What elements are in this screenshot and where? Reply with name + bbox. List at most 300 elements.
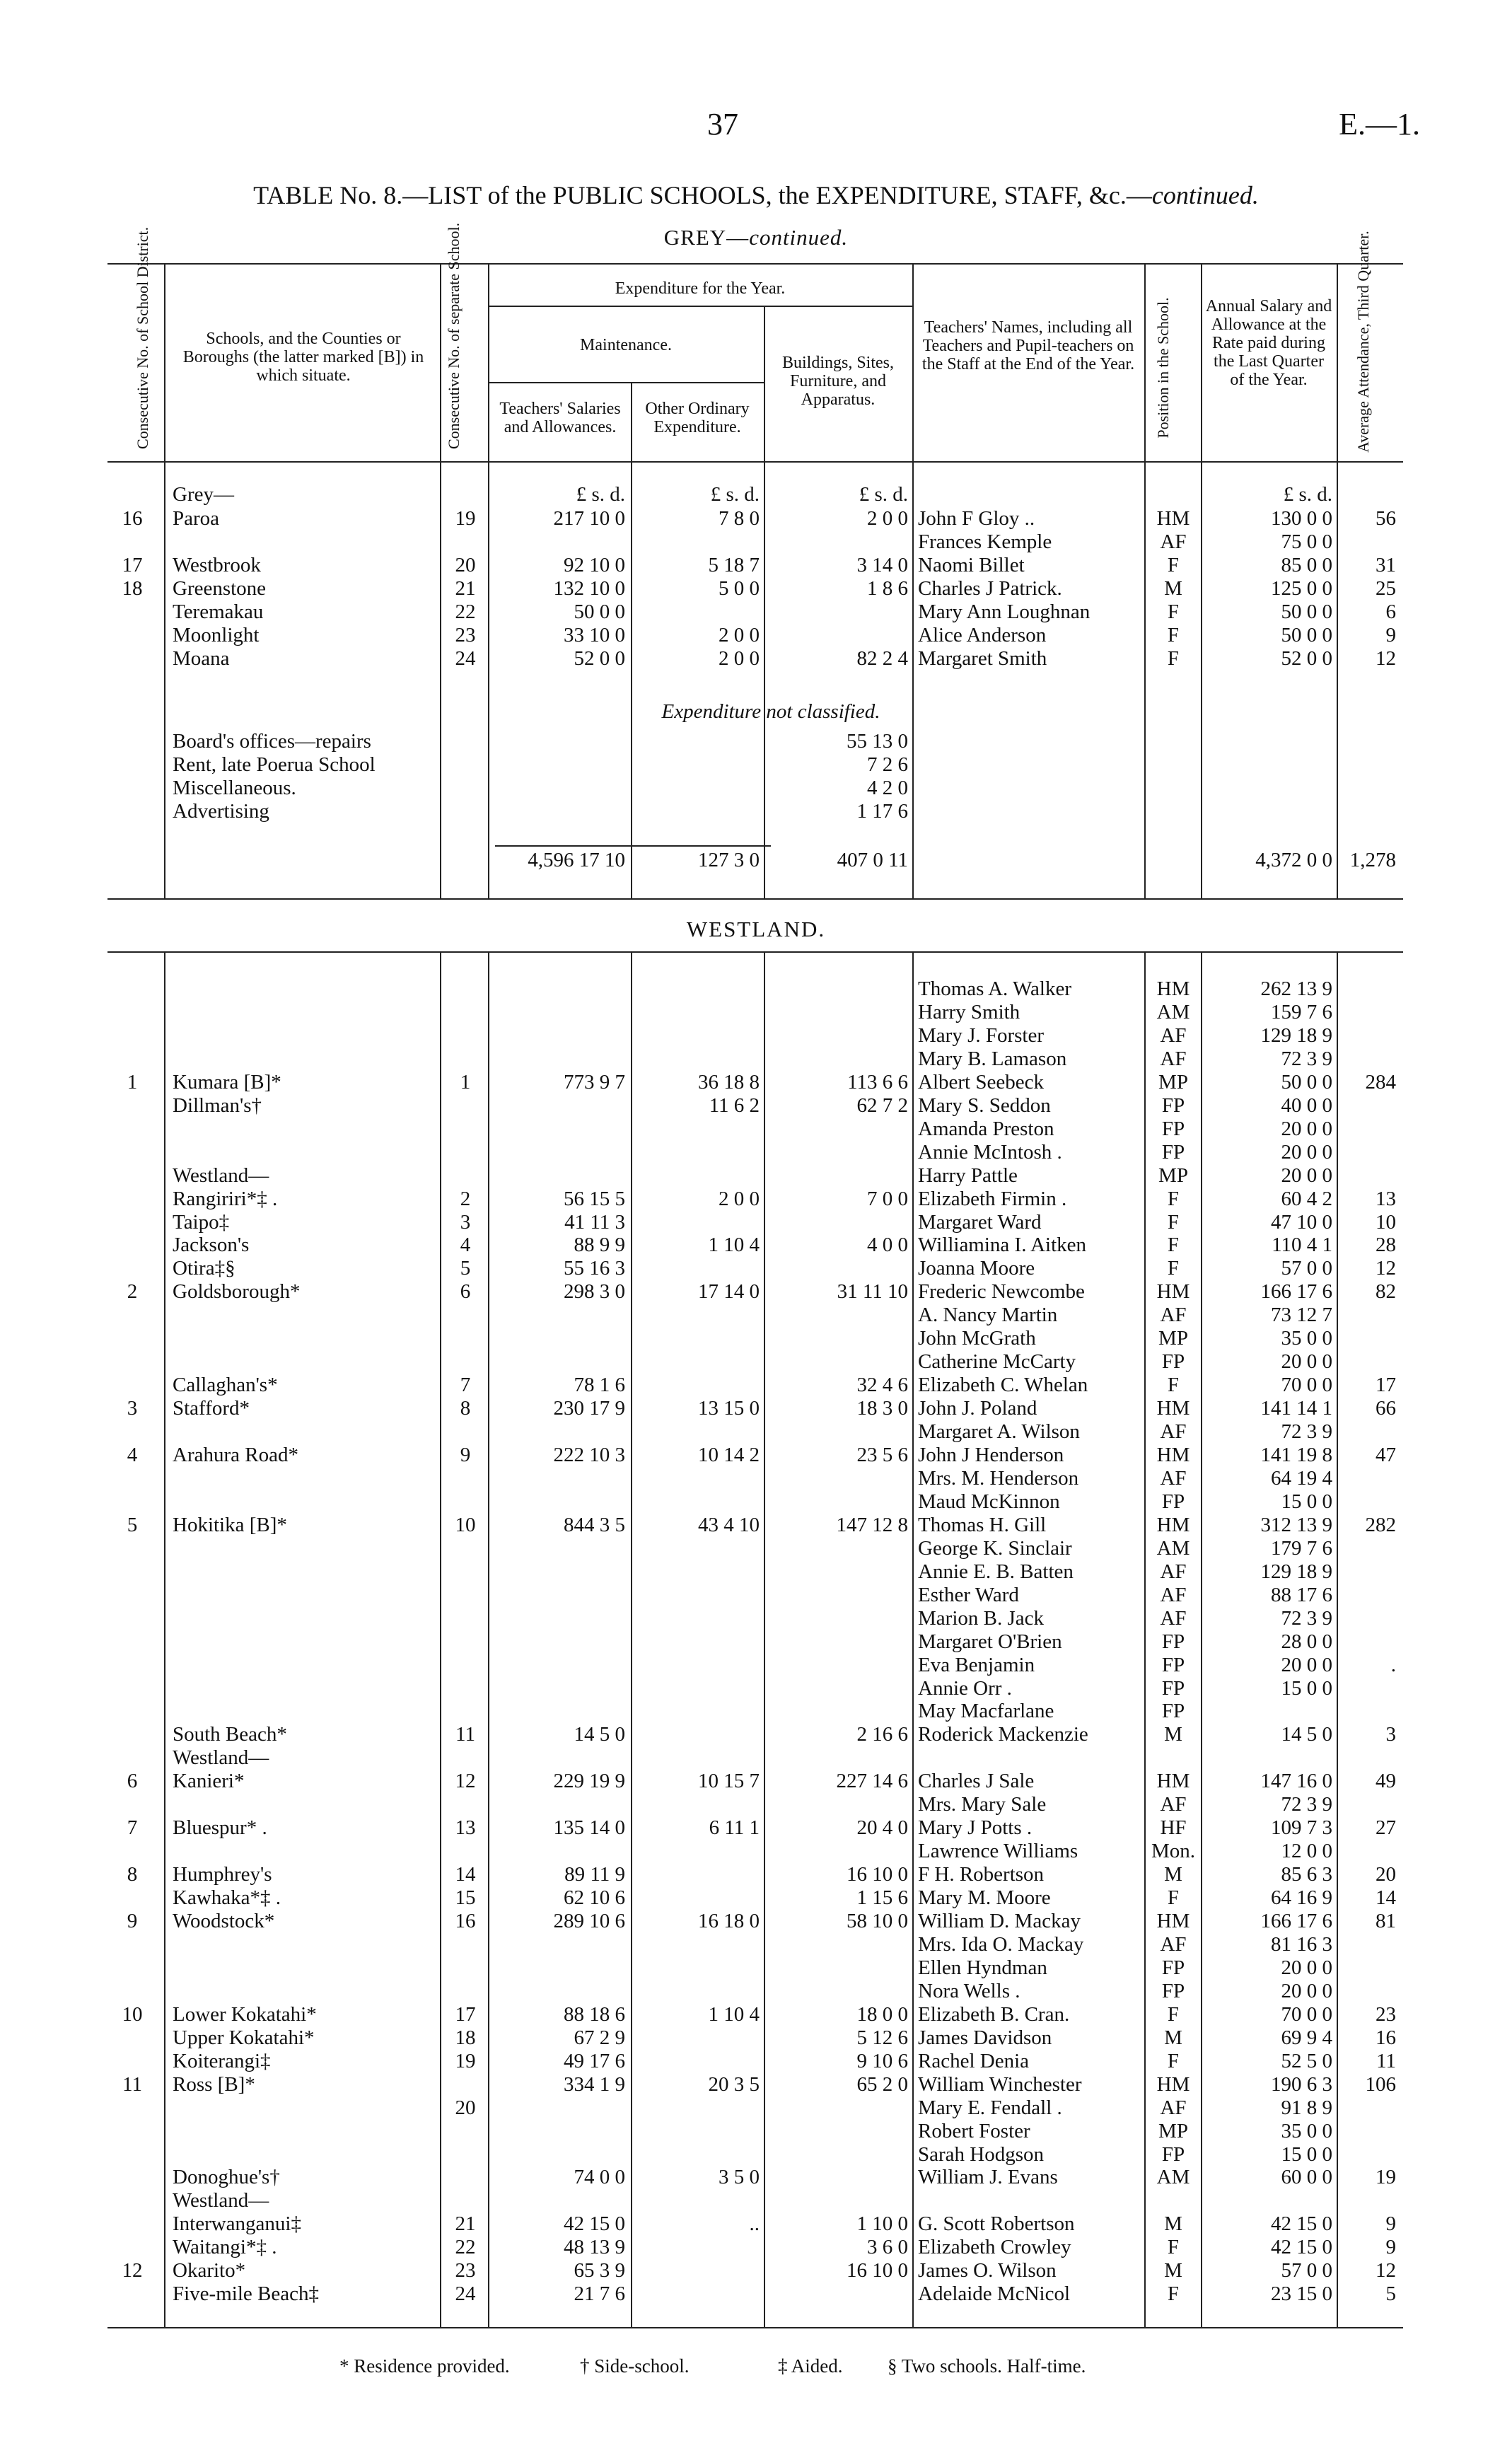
cell-pos: AF: [1160, 2096, 1187, 2119]
cell-sal: 50 0 0: [574, 601, 625, 623]
cell-dist: 18: [122, 577, 143, 600]
cell-pay: 312 13 9: [1260, 1514, 1332, 1536]
cell-pos: F: [1167, 2282, 1180, 2305]
cell-bld: 113 6 6: [847, 1071, 908, 1094]
teacher-name: Albert Seebeck: [918, 1071, 1044, 1094]
teacher-name: John F Gloy ..: [918, 507, 1035, 530]
cell-sal: 48 13 9: [564, 2236, 625, 2258]
cell-bld: 9 10 6: [856, 2050, 908, 2072]
teacher-name: Mary M. Moore: [918, 1886, 1051, 1909]
cell-no: 20: [455, 554, 476, 576]
cell-att: 12: [1376, 647, 1396, 670]
cell-pay: 85 6 3: [1281, 1863, 1332, 1886]
page-number: 37: [707, 107, 738, 141]
col-header-expenditure: Expenditure for the Year.: [615, 279, 786, 298]
cell-sal: 289 10 6: [553, 1910, 625, 1932]
cell-bld: 1 17 6: [856, 800, 908, 823]
cell-no: 11: [455, 1723, 475, 1746]
cell-pos: AF: [1160, 1420, 1187, 1443]
cell-no: 19: [455, 2050, 476, 2072]
cell-bld: 55 13 0: [847, 730, 908, 753]
col-header-teachers-salaries: Teachers' Salaries and Allowances.: [499, 400, 621, 436]
teacher-name: A. Nancy Martin: [918, 1304, 1058, 1326]
teacher-name: James O. Wilson: [918, 2259, 1057, 2282]
cell-no: 22: [455, 2236, 476, 2258]
cell-oth: 2 0 0: [719, 1188, 760, 1210]
teacher-name: Annie Orr .: [918, 1677, 1012, 1700]
school-name: Westland—: [173, 2189, 269, 2212]
teacher-name: Charles J Patrick.: [918, 577, 1062, 600]
cell-pay: 20 0 0: [1281, 1164, 1332, 1187]
cell-no: 14: [455, 1863, 476, 1886]
cell-pay: 60 4 2: [1281, 1188, 1332, 1210]
cell-pay: 47 10 0: [1271, 1211, 1332, 1234]
teacher-name: Joanna Moore: [918, 1257, 1035, 1280]
cell-no: 19: [455, 507, 476, 530]
cell-no: 12: [455, 1770, 476, 1792]
teacher-name: Annie McIntosh .: [918, 1141, 1062, 1164]
total-pay: 4,372 0 0: [1255, 849, 1332, 871]
cell-pay: 129 18 9: [1260, 1024, 1332, 1047]
school-name: Taipo‡: [173, 1211, 230, 1234]
teacher-name: Margaret O'Brien: [918, 1630, 1062, 1653]
cell-pay: 88 17 6: [1271, 1584, 1332, 1606]
cell-bld: 7 2 6: [867, 753, 908, 776]
cell-no: 8: [460, 1397, 471, 1420]
total-bld: 407 0 11: [837, 849, 908, 871]
cell-bld: 4 0 0: [867, 1234, 908, 1256]
cell-pay: 15 0 0: [1281, 2143, 1332, 2166]
cell-oth: 10 14 2: [698, 1444, 760, 1466]
cell-att: 16: [1376, 2026, 1396, 2049]
page-code: E.—1.: [1339, 107, 1420, 141]
cell-no: 22: [455, 601, 476, 623]
teacher-name: Ellen Hyndman: [918, 1956, 1047, 1979]
cell-oth: 5 0 0: [719, 577, 760, 600]
cell-pay: 91 8 9: [1281, 2096, 1332, 2119]
school-name: Stafford*: [173, 1397, 250, 1420]
cell-pay: 35 0 0: [1281, 2120, 1332, 2142]
cell-pay: 72 3 9: [1281, 1420, 1332, 1443]
cell-pos: M: [1164, 2026, 1182, 2049]
cell-pos: FP: [1161, 1700, 1185, 1722]
teacher-name: Nora Wells .: [918, 1980, 1020, 2002]
cell-sal: 74 0 0: [574, 2166, 625, 2188]
teacher-name: Catherine McCarty: [918, 1350, 1076, 1373]
cell-pos: F: [1167, 601, 1180, 623]
teacher-name: Mary E. Fendall .: [918, 2096, 1062, 2119]
cell-pay: 109 7 3: [1271, 1816, 1332, 1839]
cell-att: 282: [1365, 1514, 1396, 1536]
teacher-name: Naomi Billet: [918, 554, 1025, 576]
school-name: Greenstone: [173, 577, 267, 600]
cell-pos: MP: [1158, 1164, 1188, 1187]
cell-pay: 70 0 0: [1281, 1374, 1332, 1396]
teacher-name: John McGrath: [918, 1327, 1036, 1350]
cell-pos: M: [1164, 1723, 1182, 1746]
cell-pos: M: [1164, 2259, 1182, 2282]
cell-att: 10: [1376, 1211, 1396, 1234]
teacher-name: William Winchester: [918, 2073, 1082, 2096]
cell-oth: 2 0 0: [719, 647, 760, 670]
cell-pay: 52 0 0: [1281, 647, 1332, 670]
cell-no: 2: [460, 1188, 471, 1210]
cell-pay: 64 19 4: [1271, 1467, 1332, 1490]
cell-att: .: [1390, 1654, 1396, 1676]
cell-bld: 3 6 0: [867, 2236, 908, 2258]
cell-att: 31: [1376, 554, 1396, 576]
cell-pos: HM: [1156, 1444, 1190, 1466]
cell-pay: 20 0 0: [1281, 1980, 1332, 2002]
cell-pos: M: [1164, 1863, 1182, 1886]
cell-pay: 72 3 9: [1281, 1607, 1332, 1630]
cell-pay: 72 3 9: [1281, 1048, 1332, 1070]
cell-oth: 7 8 0: [719, 507, 760, 530]
cell-pay: 42 15 0: [1271, 2212, 1332, 2235]
school-name: Upper Kokatahi*: [173, 2026, 315, 2049]
teacher-name: Frances Kemple: [918, 530, 1052, 553]
school-name: Okarito*: [173, 2259, 246, 2282]
cell-pos: FP: [1161, 1118, 1185, 1140]
col-header-other-expenditure: Other Ordinary Expenditure.: [645, 400, 750, 436]
school-name: Woodstock*: [173, 1910, 275, 1932]
cell-pay: 130 0 0: [1271, 507, 1332, 530]
teacher-name: Charles J Sale: [918, 1770, 1035, 1792]
cell-oth: 36 18 8: [698, 1071, 760, 1094]
cell-pay: 12 0 0: [1281, 1840, 1332, 1862]
cell-oth: 16 18 0: [698, 1910, 760, 1932]
cell-bld: 147 12 8: [836, 1514, 908, 1536]
teacher-name: Amanda Preston: [918, 1118, 1054, 1140]
cell-oth: ..: [749, 2212, 760, 2235]
cell-sal: 298 3 0: [564, 1280, 625, 1303]
cell-pay: 20 0 0: [1281, 1956, 1332, 1979]
cell-bld: 4 2 0: [867, 777, 908, 799]
cell-dist: 7: [127, 1816, 138, 1839]
misc-label: Board's offices—repairs: [173, 730, 371, 753]
district-label: Grey—: [173, 483, 234, 506]
cell-pos: AF: [1160, 1584, 1187, 1606]
cell-sal: 49 17 6: [564, 2050, 625, 2072]
cell-sal: 55 16 3: [564, 1257, 625, 1280]
cell-sal: 88 18 6: [564, 2003, 625, 2026]
teacher-name: Mary Ann Loughnan: [918, 601, 1091, 623]
teacher-name: Harry Pattle: [918, 1164, 1018, 1187]
cell-dist: 16: [122, 507, 143, 530]
cell-pay: 141 19 8: [1260, 1444, 1332, 1466]
teacher-name: G. Scott Robertson: [918, 2212, 1075, 2235]
cell-no: 15: [455, 1886, 476, 1909]
cell-dist: 17: [122, 554, 143, 576]
cell-pay: 14 5 0: [1281, 1723, 1332, 1746]
school-name: Callaghan's*: [173, 1374, 278, 1396]
teacher-name: Eva Benjamin: [918, 1654, 1035, 1676]
teacher-name: Margaret Ward: [918, 1211, 1042, 1234]
school-name: Dillman's†: [173, 1094, 262, 1117]
cell-pos: AF: [1160, 1560, 1187, 1583]
cell-bld: 65 2 0: [856, 2073, 908, 2096]
teacher-name: Lawrence Williams: [918, 1840, 1078, 1862]
cell-dist: 4: [127, 1444, 138, 1466]
cell-pos: MP: [1158, 1327, 1188, 1350]
cell-pos: F: [1167, 1234, 1180, 1256]
cell-pos: AM: [1156, 1537, 1190, 1560]
cell-pay: 141 14 1: [1260, 1397, 1332, 1420]
cell-dist: 6: [127, 1770, 138, 1792]
cell-bld: 16 10 0: [847, 2259, 908, 2282]
cell-att: 19: [1376, 2166, 1396, 2188]
cell-pos: Mon.: [1151, 1840, 1196, 1862]
lsd-header: £ s. d.: [1283, 483, 1332, 506]
cell-pay: 262 13 9: [1260, 978, 1332, 1000]
cell-pos: M: [1164, 2212, 1182, 2235]
cell-dist: 12: [122, 2259, 143, 2282]
cell-oth: 20 3 5: [708, 2073, 760, 2096]
cell-no: 17: [455, 2003, 476, 2026]
table-title-suffix: continued.: [1151, 181, 1259, 209]
teacher-name: Mrs. Mary Sale: [918, 1793, 1047, 1816]
cell-pay: 72 3 9: [1281, 1793, 1332, 1816]
cell-no: 24: [455, 647, 476, 670]
teacher-name: Mrs. Ida O. Mackay: [918, 1933, 1084, 1956]
col-header-attendance: Average Attendance, Third Quarter.: [1354, 231, 1372, 453]
cell-dist: 5: [127, 1514, 138, 1536]
cell-att: 3: [1385, 1723, 1396, 1746]
cell-pos: FP: [1161, 1956, 1185, 1979]
cell-pos: MP: [1158, 2120, 1188, 2142]
cell-pay: 20 0 0: [1281, 1141, 1332, 1164]
cell-sal: 67 2 9: [574, 2026, 625, 2049]
cell-oth: 43 4 10: [698, 1514, 760, 1536]
cell-pos: AF: [1160, 1024, 1187, 1047]
cell-sal: 92 10 0: [564, 554, 625, 576]
cell-sal: 21 7 6: [574, 2282, 625, 2305]
cell-oth: 3 5 0: [719, 2166, 760, 2188]
cell-oth: 11 6 2: [709, 1094, 760, 1117]
cell-att: 47: [1376, 1444, 1396, 1466]
cell-sal: 52 0 0: [574, 647, 625, 670]
misc-label: Miscellaneous.: [173, 777, 296, 799]
teacher-name: Mary J. Forster: [918, 1024, 1045, 1047]
cell-pay: 20 0 0: [1281, 1118, 1332, 1140]
cell-bld: 16 10 0: [847, 1863, 908, 1886]
cell-bld: 31 11 10: [837, 1280, 908, 1303]
cell-pos: F: [1167, 2003, 1180, 2026]
cell-bld: 82 2 4: [856, 647, 908, 670]
school-name: South Beach*: [173, 1723, 287, 1746]
cell-oth: 1 10 4: [708, 1234, 760, 1256]
cell-att: 11: [1376, 2050, 1396, 2072]
cell-bld: 23 5 6: [856, 1444, 908, 1466]
cell-sal: 135 14 0: [553, 1816, 625, 1839]
cell-pos: F: [1167, 2050, 1180, 2072]
teacher-name: James Davidson: [918, 2026, 1052, 2049]
cell-pos: AF: [1160, 1607, 1187, 1630]
teacher-name: John J Henderson: [918, 1444, 1064, 1466]
cell-sal: 217 10 0: [553, 507, 625, 530]
teacher-name: Adelaide McNicol: [918, 2282, 1071, 2305]
cell-att: 12: [1376, 1257, 1396, 1280]
cell-pos: F: [1167, 2236, 1180, 2258]
school-name: Interwanganui‡: [173, 2212, 301, 2235]
cell-no: 18: [455, 2026, 476, 2049]
cell-pay: 52 5 0: [1281, 2050, 1332, 2072]
cell-sal: 844 3 5: [564, 1514, 625, 1536]
cell-no: 10: [455, 1514, 476, 1536]
cell-pay: 40 0 0: [1281, 1094, 1332, 1117]
cell-att: 56: [1376, 507, 1396, 530]
cell-pay: 166 17 6: [1260, 1910, 1332, 1932]
cell-sal: 88 9 9: [574, 1234, 625, 1256]
col-header-district-no: Consecutive No. of School District.: [134, 226, 151, 449]
cell-oth: 17 14 0: [698, 1280, 760, 1303]
cell-att: 13: [1376, 1188, 1396, 1210]
cell-pos: FP: [1161, 2143, 1185, 2166]
cell-sal: 62 10 6: [564, 1886, 625, 1909]
cell-no: 1: [460, 1071, 471, 1094]
teacher-name: Annie E. B. Batten: [918, 1560, 1074, 1583]
teacher-name: Rachel Denia: [918, 2050, 1030, 2072]
cell-no: 4: [460, 1234, 471, 1256]
school-name: Lower Kokatahi*: [173, 2003, 317, 2026]
cell-no: 21: [455, 577, 476, 600]
teacher-name: Thomas A. Walker: [918, 978, 1072, 1000]
teacher-name: Roderick Mackenzie: [918, 1723, 1088, 1746]
cell-bld: 62 7 2: [856, 1094, 908, 1117]
cell-pos: F: [1167, 554, 1180, 576]
total-sal: 4,596 17 10: [528, 849, 625, 871]
cell-sal: 229 19 9: [553, 1770, 625, 1792]
col-header-buildings: Buildings, Sites, Furniture, and Apparatus.: [781, 354, 895, 409]
cell-pay: 75 0 0: [1281, 530, 1332, 553]
cell-bld: 20 4 0: [856, 1816, 908, 1839]
teacher-name: Thomas H. Gill: [918, 1514, 1047, 1536]
teacher-name: Mary S. Seddon: [918, 1094, 1051, 1117]
footnote-two-schools: § Two schools. Half-time.: [888, 2355, 1086, 2377]
school-name: Otira‡§: [173, 1257, 235, 1280]
cell-bld: 2 0 0: [867, 507, 908, 530]
lsd-header: £ s. d.: [859, 483, 908, 506]
cell-sal: 56 15 5: [564, 1188, 625, 1210]
misc-label: Advertising: [173, 800, 269, 823]
col-header-school: Schools, and the Counties or Boroughs (the latter marked [B]) in which situate.: [182, 330, 424, 385]
cell-att: 9: [1385, 2236, 1396, 2258]
cell-sal: 222 10 3: [553, 1444, 625, 1466]
cell-pos: AF: [1160, 1467, 1187, 1490]
cell-oth: 6 11 1: [709, 1816, 760, 1839]
lsd-header: £ s. d.: [576, 483, 625, 506]
cell-pay: 15 0 0: [1281, 1490, 1332, 1513]
teacher-name: John J. Poland: [918, 1397, 1037, 1420]
cell-pay: 42 15 0: [1271, 2236, 1332, 2258]
cell-att: 28: [1376, 1234, 1396, 1256]
cell-pay: 125 0 0: [1271, 577, 1332, 600]
col-header-school-no: Consecutive No. of separate School.: [445, 222, 463, 449]
cell-pos: FP: [1161, 1630, 1185, 1653]
cell-no: 23: [455, 624, 476, 646]
teacher-name: Robert Foster: [918, 2120, 1030, 2142]
cell-pos: AF: [1160, 1933, 1187, 1956]
teacher-name: Elizabeth Crowley: [918, 2236, 1071, 2258]
cell-pay: 73 12 7: [1271, 1304, 1332, 1326]
cell-no: 16: [455, 1910, 476, 1932]
cell-no: 7: [460, 1374, 471, 1396]
school-name: Jackson's: [173, 1234, 250, 1256]
school-name: Paroa: [173, 507, 220, 530]
cell-pos: AM: [1156, 1001, 1190, 1023]
school-name: Kanieri*: [173, 1770, 245, 1792]
col-header-position: Position in the School.: [1154, 297, 1172, 439]
cell-pos: AF: [1160, 530, 1187, 553]
cell-bld: 18 0 0: [856, 2003, 908, 2026]
school-name: Kumara [B]*: [173, 1071, 281, 1094]
cell-bld: 5 12 6: [856, 2026, 908, 2049]
cell-pay: 50 0 0: [1281, 1071, 1332, 1094]
cell-oth: 13 15 0: [698, 1397, 760, 1420]
cell-no: 21: [455, 2212, 476, 2235]
cell-pos: AF: [1160, 1793, 1187, 1816]
school-name: Hokitika [B]*: [173, 1514, 287, 1536]
cell-pos: HM: [1156, 1514, 1190, 1536]
cell-sal: 41 11 3: [564, 1211, 625, 1234]
cell-att: 81: [1376, 1910, 1396, 1932]
cell-oth: 1 10 4: [708, 2003, 760, 2026]
teacher-name: Elizabeth B. Cran.: [918, 2003, 1070, 2026]
cell-bld: 227 14 6: [836, 1770, 908, 1792]
cell-att: 6: [1385, 601, 1396, 623]
cell-pay: 60 0 0: [1281, 2166, 1332, 2188]
teacher-name: Alice Anderson: [918, 624, 1047, 646]
cell-pay: 20 0 0: [1281, 1654, 1332, 1676]
teacher-name: Mrs. M. Henderson: [918, 1467, 1079, 1490]
cell-bld: 3 14 0: [856, 554, 908, 576]
cell-att: 106: [1365, 2073, 1396, 2096]
cell-sal: 42 15 0: [564, 2212, 625, 2235]
cell-no: 5: [460, 1257, 471, 1280]
teacher-name: Margaret Smith: [918, 647, 1047, 670]
teacher-name: William J. Evans: [918, 2166, 1058, 2188]
cell-att: 9: [1385, 624, 1396, 646]
cell-pos: AM: [1156, 2166, 1190, 2188]
misc-label: Rent, late Poerua School: [173, 753, 376, 776]
cell-sal: 33 10 0: [564, 624, 625, 646]
cell-pos: FP: [1161, 1094, 1185, 1117]
cell-pos: HM: [1156, 507, 1190, 530]
cell-sal: 14 5 0: [574, 1723, 625, 1746]
not-classified-label: Expenditure not classified.: [661, 700, 880, 723]
school-name: Teremakau: [173, 601, 264, 623]
grey-title-text: GREY—: [663, 225, 750, 250]
cell-pos: HM: [1156, 2073, 1190, 2096]
school-name: Five-mile Beach‡: [173, 2282, 319, 2305]
school-name: Westbrook: [173, 554, 261, 576]
cell-att: 49: [1376, 1770, 1396, 1792]
teacher-name: Elizabeth C. Whelan: [918, 1374, 1088, 1396]
cell-no: 23: [455, 2259, 476, 2282]
cell-sal: 334 1 9: [564, 2073, 625, 2096]
cell-sal: 132 10 0: [553, 577, 625, 600]
cell-no: 24: [455, 2282, 476, 2305]
cell-no: 3: [460, 1211, 471, 1234]
cell-pos: M: [1164, 577, 1182, 600]
cell-pos: F: [1167, 1257, 1180, 1280]
school-name: Westland—: [173, 1746, 269, 1769]
cell-pay: 50 0 0: [1281, 624, 1332, 646]
teacher-name: Sarah Hodgson: [918, 2143, 1045, 2166]
school-name: Ross [B]*: [173, 2073, 255, 2096]
cell-pay: 166 17 6: [1260, 1280, 1332, 1303]
cell-att: 20: [1376, 1863, 1396, 1886]
